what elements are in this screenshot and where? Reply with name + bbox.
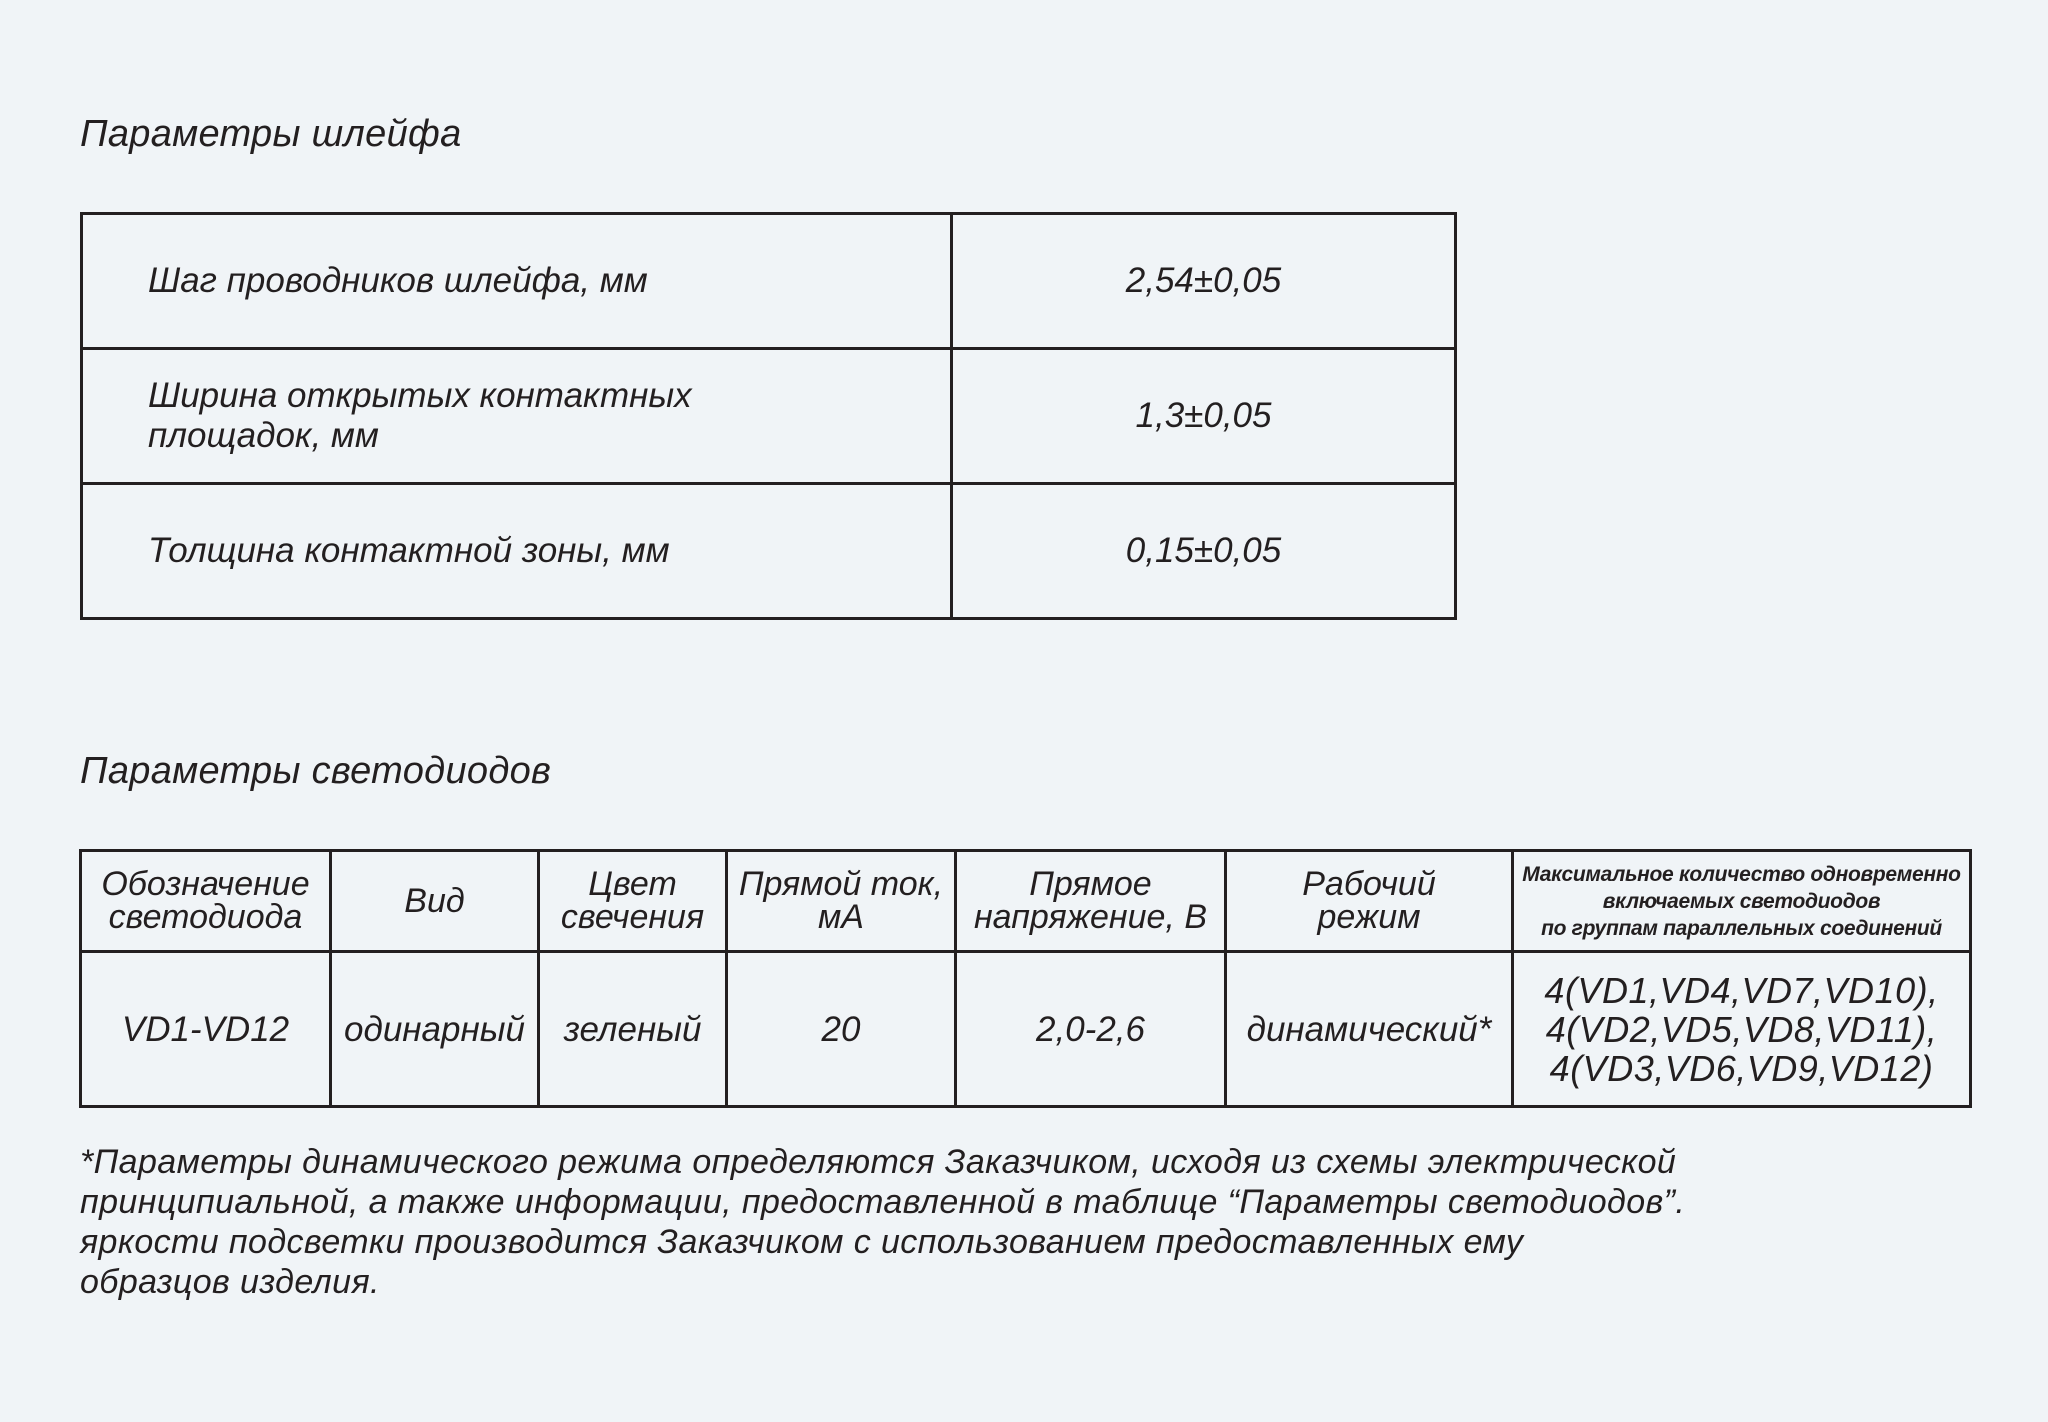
cable-params-title: Параметры шлейфа (80, 113, 462, 155)
param-name-line: Ширина открытых контактных (148, 376, 692, 415)
group-line: 4(VD1,VD4,VD7,VD10), (1544, 969, 1939, 1011)
param-value: 1,3±0,05 (952, 349, 1456, 484)
header-line: режим (1317, 898, 1421, 936)
header-line: Прямое (1029, 865, 1152, 903)
header-line: свечения (560, 898, 705, 936)
table-row (82, 214, 1456, 349)
header-voltage (956, 851, 1226, 952)
param-value: 2,54±0,05 (952, 214, 1456, 349)
header-line: Рабочий (1302, 865, 1436, 903)
footnote-line: принципиальной, а также информации, предоставленной в таблице “Параметры светодиодов”. (80, 1183, 1686, 1221)
table-row (82, 349, 1456, 484)
cell-groups (1513, 952, 1971, 1107)
cell-designation: VD1-VD12 (81, 952, 331, 1107)
header-line: Прямой ток, (738, 865, 944, 903)
table-header-row (81, 851, 1971, 952)
footnote-line: *Параметры динамического режима определяются Заказчиком, исходя из схемы электрической (80, 1143, 1677, 1181)
header-color (539, 851, 727, 952)
led-params-table (79, 849, 1972, 1108)
cell-type: одинарный (331, 952, 539, 1107)
header-designation (81, 851, 331, 952)
cell-color: зеленый (539, 952, 727, 1107)
header-line: мА (818, 898, 864, 936)
cable-params-table (80, 212, 1457, 620)
param-name (82, 349, 952, 484)
param-name: Толщина контактной зоны, мм (82, 484, 952, 619)
param-name-line: площадок, мм (148, 416, 379, 455)
led-params-title: Параметры светодиодов (80, 750, 552, 792)
table-row (81, 952, 1971, 1107)
header-line: напряжение, В (973, 898, 1208, 936)
header-type: Вид (331, 851, 539, 952)
group-line: 4(VD3,VD6,VD9,VD12) (1549, 1047, 1934, 1089)
cell-current: 20 (727, 952, 956, 1107)
header-max-count (1513, 851, 1971, 952)
header-line: Максимальное количество одновременно (1522, 862, 1961, 886)
header-line: Обозначение (101, 865, 310, 903)
header-line: светодиода (108, 898, 303, 936)
header-current (727, 851, 956, 952)
cell-mode: динамический* (1226, 952, 1513, 1107)
header-line: включаемых светодиодов (1602, 889, 1881, 913)
footnote (80, 1142, 1940, 1302)
param-name: Шаг проводников шлейфа, мм (82, 214, 952, 349)
header-mode (1226, 851, 1513, 952)
param-value: 0,15±0,05 (952, 484, 1456, 619)
header-line: Цвет (588, 865, 677, 903)
footnote-line: яркости подсветки производится Заказчиком с использованием предоставленных ему (80, 1223, 1524, 1261)
table-row (82, 484, 1456, 619)
group-line: 4(VD2,VD5,VD8,VD11), (1545, 1008, 1938, 1050)
cell-voltage: 2,0-2,6 (956, 952, 1226, 1107)
header-line: по группам параллельных соединений (1541, 916, 1942, 940)
footnote-line: образцов изделия. (80, 1263, 380, 1301)
